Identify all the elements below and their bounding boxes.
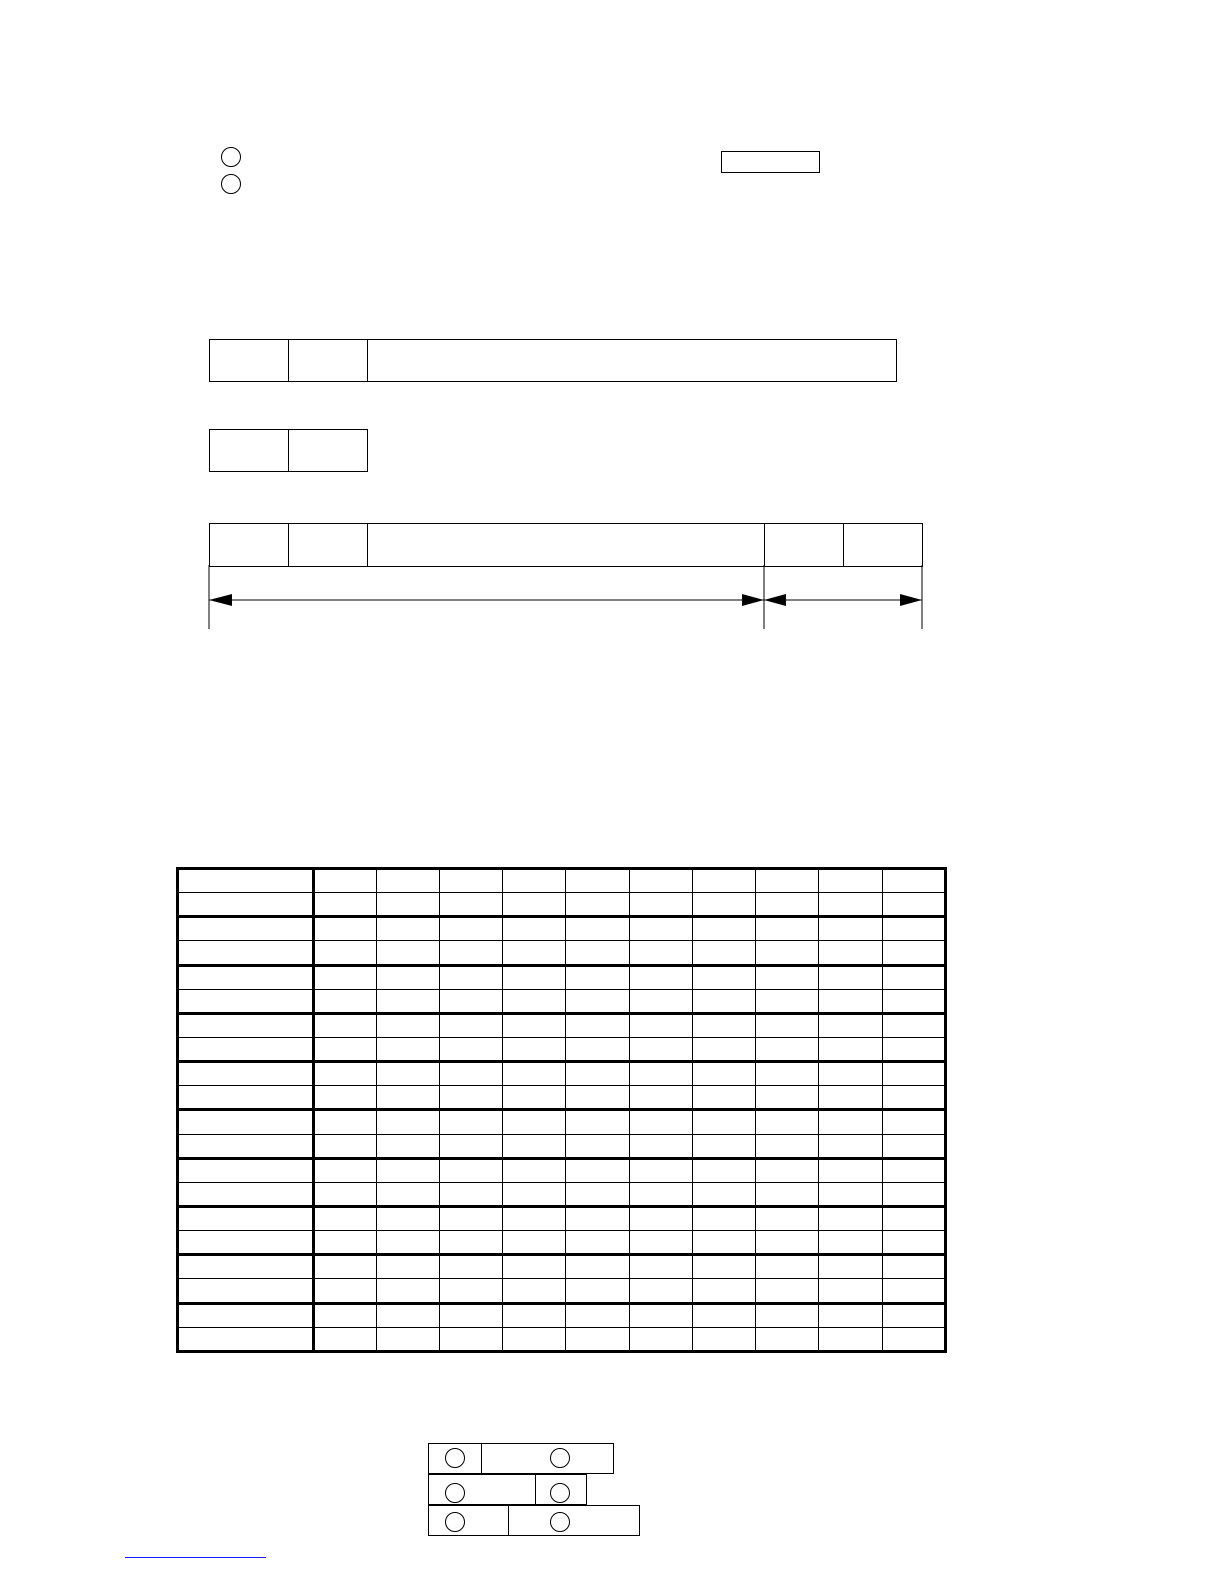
table-cell xyxy=(178,1303,314,1327)
table-cell xyxy=(178,1182,314,1206)
table-cell xyxy=(756,893,819,917)
table-cell xyxy=(882,1231,945,1255)
table-cell xyxy=(819,1062,882,1086)
table-cell xyxy=(692,869,755,893)
field-cell xyxy=(844,524,922,566)
table-cell xyxy=(178,1327,314,1351)
table-cell xyxy=(178,869,314,893)
table-row xyxy=(178,965,946,989)
table-cell xyxy=(178,917,314,941)
table-cell xyxy=(629,965,692,989)
table-row xyxy=(178,1086,946,1110)
table-cell xyxy=(692,1279,755,1303)
table-cell xyxy=(313,1158,376,1182)
table-cell xyxy=(756,989,819,1013)
table-cell xyxy=(439,1013,502,1037)
table-cell xyxy=(439,1182,502,1206)
field-cell xyxy=(210,340,289,381)
table-cell xyxy=(566,1013,629,1037)
table-cell xyxy=(313,1255,376,1279)
table-cell xyxy=(376,1303,439,1327)
table-row xyxy=(178,917,946,941)
table-cell xyxy=(756,1110,819,1134)
table-row xyxy=(178,1134,946,1158)
table-cell xyxy=(313,1279,376,1303)
table-row xyxy=(178,1182,946,1206)
table-cell xyxy=(178,1279,314,1303)
table-cell xyxy=(439,941,502,965)
table-cell xyxy=(882,1062,945,1086)
table-cell xyxy=(692,1086,755,1110)
table-cell xyxy=(503,1231,566,1255)
table-cell xyxy=(629,1255,692,1279)
table-cell xyxy=(503,1037,566,1061)
diagram-circle xyxy=(550,1448,570,1468)
table-cell xyxy=(566,1279,629,1303)
table-cell xyxy=(313,1327,376,1351)
table-cell xyxy=(819,1279,882,1303)
table-cell xyxy=(439,1255,502,1279)
table-cell xyxy=(756,965,819,989)
table-row xyxy=(178,1231,946,1255)
table-cell xyxy=(756,1086,819,1110)
table-cell xyxy=(756,1134,819,1158)
table-cell xyxy=(756,1182,819,1206)
table-cell xyxy=(566,1327,629,1351)
table-cell xyxy=(313,1182,376,1206)
table-cell xyxy=(756,917,819,941)
table-cell xyxy=(178,1110,314,1134)
table-cell xyxy=(882,1255,945,1279)
table-cell xyxy=(692,965,755,989)
table-cell xyxy=(629,1303,692,1327)
table-cell xyxy=(376,917,439,941)
table-row xyxy=(178,1303,946,1327)
table-cell xyxy=(629,1158,692,1182)
table-cell xyxy=(566,989,629,1013)
table-cell xyxy=(503,989,566,1013)
table-cell xyxy=(376,989,439,1013)
table-cell xyxy=(178,1013,314,1037)
table-cell xyxy=(692,1231,755,1255)
table-cell xyxy=(819,1037,882,1061)
table-cell xyxy=(376,1086,439,1110)
marker-circle-2 xyxy=(221,174,241,194)
table-row xyxy=(178,1013,946,1037)
table-row xyxy=(178,1037,946,1061)
table-cell xyxy=(503,1110,566,1134)
table-cell xyxy=(313,1206,376,1230)
table-cell xyxy=(178,1062,314,1086)
diagram-circle xyxy=(550,1512,570,1532)
table-cell xyxy=(819,1158,882,1182)
table-cell xyxy=(566,917,629,941)
table-cell xyxy=(882,1037,945,1061)
table-cell xyxy=(629,893,692,917)
table-cell xyxy=(819,989,882,1013)
table-cell xyxy=(503,1303,566,1327)
table-cell xyxy=(819,941,882,965)
table-cell xyxy=(376,1062,439,1086)
table-cell xyxy=(376,965,439,989)
table-cell xyxy=(376,1231,439,1255)
diagram-circle xyxy=(445,1512,465,1532)
table-cell xyxy=(819,965,882,989)
table-cell xyxy=(439,1206,502,1230)
table-cell xyxy=(439,869,502,893)
table-cell xyxy=(313,965,376,989)
table-cell xyxy=(692,1327,755,1351)
diagram-circle xyxy=(445,1448,465,1468)
table-cell xyxy=(566,1110,629,1134)
field-cell xyxy=(765,524,844,566)
table-cell xyxy=(503,1013,566,1037)
table-cell xyxy=(313,1062,376,1086)
table-cell xyxy=(629,1182,692,1206)
table-row xyxy=(178,893,946,917)
table-cell xyxy=(439,1327,502,1351)
table-row xyxy=(178,1158,946,1182)
table-cell xyxy=(503,1062,566,1086)
table-cell xyxy=(566,1231,629,1255)
table-cell xyxy=(882,1134,945,1158)
table-row xyxy=(178,1062,946,1086)
table-cell xyxy=(882,1182,945,1206)
table-cell xyxy=(692,1158,755,1182)
table-row xyxy=(178,1327,946,1351)
table-cell xyxy=(503,917,566,941)
table-cell xyxy=(692,1134,755,1158)
table-cell xyxy=(376,1158,439,1182)
table-cell xyxy=(178,1158,314,1182)
table-cell xyxy=(692,893,755,917)
table-cell xyxy=(313,1013,376,1037)
table-cell xyxy=(566,893,629,917)
table-cell xyxy=(376,869,439,893)
table-cell xyxy=(629,1013,692,1037)
table-cell xyxy=(819,1182,882,1206)
table-cell xyxy=(692,1206,755,1230)
table-cell xyxy=(566,1037,629,1061)
table-cell xyxy=(882,965,945,989)
table-cell xyxy=(882,869,945,893)
table-cell xyxy=(566,941,629,965)
table-cell xyxy=(566,869,629,893)
table-cell xyxy=(313,1110,376,1134)
table-cell xyxy=(692,1255,755,1279)
table-cell xyxy=(439,1279,502,1303)
table-row xyxy=(178,989,946,1013)
table-cell xyxy=(819,1134,882,1158)
table-cell xyxy=(819,917,882,941)
table-cell xyxy=(819,1086,882,1110)
table-row xyxy=(178,941,946,965)
table-cell xyxy=(439,893,502,917)
table-cell xyxy=(376,1279,439,1303)
table-cell xyxy=(313,941,376,965)
table-cell xyxy=(566,1158,629,1182)
table-cell xyxy=(566,1086,629,1110)
table-cell xyxy=(439,917,502,941)
legend-box xyxy=(721,151,820,173)
table-cell xyxy=(819,1255,882,1279)
table-cell xyxy=(376,1110,439,1134)
table-cell xyxy=(313,1086,376,1110)
table-row xyxy=(178,1206,946,1230)
table-cell xyxy=(178,1037,314,1061)
table-cell xyxy=(178,1086,314,1110)
table-cell xyxy=(819,1013,882,1037)
table-cell xyxy=(882,1110,945,1134)
table-cell xyxy=(756,1327,819,1351)
table-cell xyxy=(756,1013,819,1037)
field-cell xyxy=(210,524,289,566)
table-cell xyxy=(178,1206,314,1230)
table-cell xyxy=(819,1327,882,1351)
table-cell xyxy=(439,1134,502,1158)
table-cell xyxy=(629,1062,692,1086)
table-cell xyxy=(756,1158,819,1182)
table-cell xyxy=(439,1231,502,1255)
diagram-row-3-right xyxy=(508,1505,640,1536)
table-cell xyxy=(756,1062,819,1086)
table-cell xyxy=(819,1231,882,1255)
diagram-row-2-left xyxy=(428,1474,536,1505)
table-row xyxy=(178,1110,946,1134)
table-cell xyxy=(692,1062,755,1086)
table-cell xyxy=(439,1086,502,1110)
table-cell xyxy=(566,1206,629,1230)
table-cell xyxy=(692,917,755,941)
table-cell xyxy=(629,1279,692,1303)
table-cell xyxy=(503,869,566,893)
table-cell xyxy=(882,1013,945,1037)
table-cell xyxy=(882,917,945,941)
table-cell xyxy=(566,1303,629,1327)
table-cell xyxy=(692,1110,755,1134)
field-cell xyxy=(289,340,368,381)
table-cell xyxy=(178,1255,314,1279)
table-cell xyxy=(566,1255,629,1279)
table-cell xyxy=(503,1255,566,1279)
table-cell xyxy=(756,1037,819,1061)
table-cell xyxy=(376,1134,439,1158)
table-cell xyxy=(503,1134,566,1158)
table-cell xyxy=(692,1182,755,1206)
table-cell xyxy=(692,1303,755,1327)
table-cell xyxy=(178,965,314,989)
table-cell xyxy=(819,893,882,917)
field-row-2 xyxy=(209,429,368,472)
table-cell xyxy=(503,1327,566,1351)
grid-table xyxy=(176,867,947,1353)
table-cell xyxy=(313,869,376,893)
table-cell xyxy=(439,1158,502,1182)
diagram-circle xyxy=(550,1483,570,1503)
table-cell xyxy=(819,1110,882,1134)
table-cell xyxy=(439,1110,502,1134)
table-cell xyxy=(629,1086,692,1110)
table-row xyxy=(178,1255,946,1279)
table-cell xyxy=(439,1037,502,1061)
marker-circle-1 xyxy=(221,147,241,167)
footer-link[interactable] xyxy=(125,1557,266,1558)
table-cell xyxy=(439,965,502,989)
table-cell xyxy=(629,869,692,893)
table-cell xyxy=(313,1037,376,1061)
table-cell xyxy=(566,965,629,989)
table-cell xyxy=(376,1182,439,1206)
table-cell xyxy=(692,1037,755,1061)
table-cell xyxy=(692,1013,755,1037)
table-cell xyxy=(566,1062,629,1086)
table-cell xyxy=(376,1206,439,1230)
field-cell xyxy=(210,430,289,471)
table-cell xyxy=(882,1158,945,1182)
table-cell xyxy=(376,941,439,965)
table-cell xyxy=(178,989,314,1013)
table-cell xyxy=(629,1206,692,1230)
field-cell xyxy=(289,524,368,566)
table-cell xyxy=(313,893,376,917)
table-cell xyxy=(629,1327,692,1351)
table-cell xyxy=(629,941,692,965)
table-cell xyxy=(882,941,945,965)
table-cell xyxy=(313,1134,376,1158)
table-cell xyxy=(882,1279,945,1303)
table-cell xyxy=(376,1037,439,1061)
field-cell xyxy=(368,340,896,381)
table-cell xyxy=(503,941,566,965)
table-cell xyxy=(178,1134,314,1158)
table-cell xyxy=(629,989,692,1013)
table-cell xyxy=(566,1134,629,1158)
table-cell xyxy=(376,1327,439,1351)
table-cell xyxy=(503,1086,566,1110)
field-row-1 xyxy=(209,339,897,382)
table-cell xyxy=(629,1134,692,1158)
table-cell xyxy=(629,1037,692,1061)
table-cell xyxy=(503,965,566,989)
table-cell xyxy=(178,941,314,965)
table-cell xyxy=(882,1327,945,1351)
table-cell xyxy=(882,989,945,1013)
table-cell xyxy=(629,1110,692,1134)
table-row xyxy=(178,869,946,893)
table-cell xyxy=(756,869,819,893)
table-cell xyxy=(313,1231,376,1255)
table-cell xyxy=(503,893,566,917)
table-cell xyxy=(756,1206,819,1230)
table-cell xyxy=(376,1255,439,1279)
table-cell xyxy=(882,1086,945,1110)
field-cell xyxy=(289,430,367,471)
diagram-row-1-right xyxy=(481,1443,614,1474)
table-cell xyxy=(178,1231,314,1255)
field-row-3 xyxy=(209,523,923,567)
table-cell xyxy=(178,893,314,917)
table-cell xyxy=(629,1231,692,1255)
table-cell xyxy=(313,989,376,1013)
diagram-circle xyxy=(445,1483,465,1503)
field-cell xyxy=(368,524,765,566)
table-cell xyxy=(503,1182,566,1206)
table-cell xyxy=(313,917,376,941)
table-cell xyxy=(692,989,755,1013)
table-cell xyxy=(503,1206,566,1230)
table-cell xyxy=(439,1062,502,1086)
table-cell xyxy=(819,1303,882,1327)
table-cell xyxy=(756,1279,819,1303)
table-cell xyxy=(439,989,502,1013)
table-cell xyxy=(439,1303,502,1327)
table-cell xyxy=(882,1206,945,1230)
table-cell xyxy=(819,869,882,893)
dimension-arrows xyxy=(200,565,935,635)
table-cell xyxy=(882,893,945,917)
table-cell xyxy=(313,1303,376,1327)
table-row xyxy=(178,1279,946,1303)
table-cell xyxy=(756,941,819,965)
table-cell xyxy=(503,1279,566,1303)
table-cell xyxy=(756,1255,819,1279)
table-cell xyxy=(376,893,439,917)
table-cell xyxy=(629,917,692,941)
table-cell xyxy=(503,1158,566,1182)
diagram-row-3-left xyxy=(428,1505,509,1536)
table-cell xyxy=(692,941,755,965)
table-cell xyxy=(376,1013,439,1037)
table-cell xyxy=(566,1182,629,1206)
table-cell xyxy=(756,1303,819,1327)
table-cell xyxy=(756,1231,819,1255)
table-cell xyxy=(882,1303,945,1327)
table-cell xyxy=(819,1206,882,1230)
